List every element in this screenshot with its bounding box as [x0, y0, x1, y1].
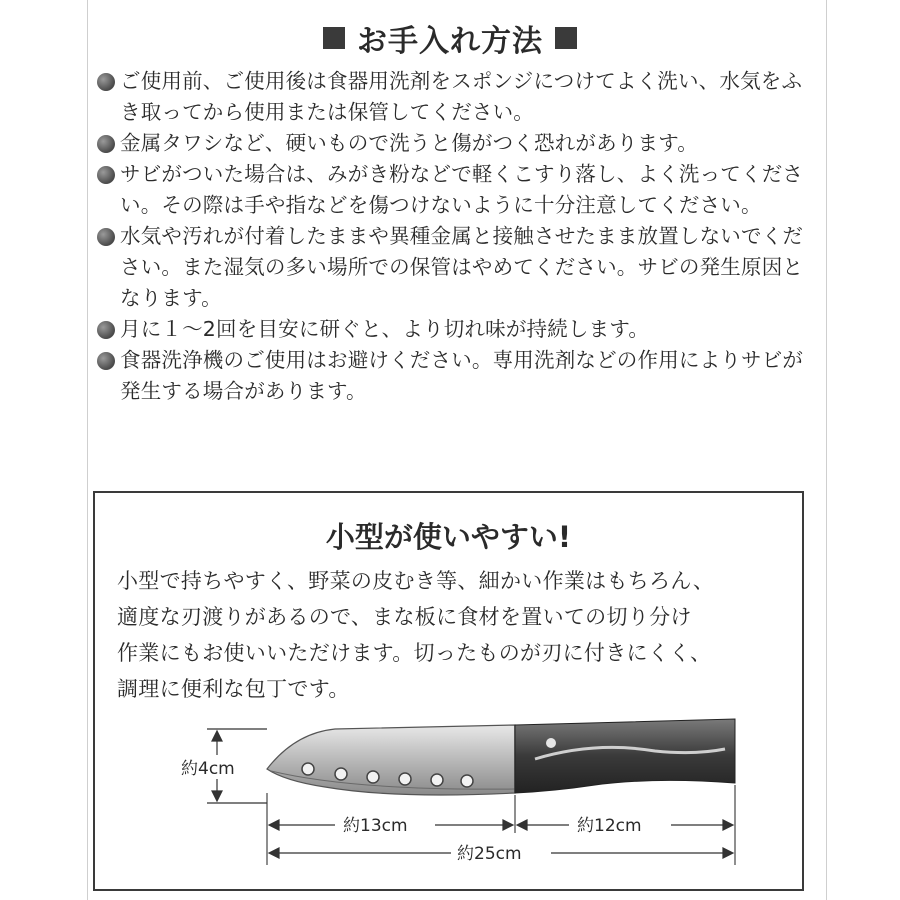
care-item: [96, 221, 816, 314]
feature-line: 調理に便利な包丁です。: [117, 677, 350, 701]
bullet-dot-icon: [97, 73, 115, 91]
feature-line: 作業にもお使いいただけます。切ったものが刃に付きにくく、: [117, 641, 712, 665]
feature-line: 小型で持ちやすく、野菜の皮むき等、細かい作業はもちろん、: [117, 569, 715, 593]
bullet-dot-icon: [97, 135, 115, 153]
knife-blade-icon: [267, 725, 515, 795]
square-bullet-icon: [555, 27, 577, 49]
care-item-text: 水気や汚れが付着したままや異種金属と接触させたまま放置しないでください。また湿気の多い場所での保管はやめてください。サビの発生原因となります。: [120, 224, 804, 310]
feature-line: 適度な刃渡りがあるので、まな板に食材を置いての切り分け: [117, 605, 692, 629]
page-right-rule: [826, 0, 827, 900]
care-item-text: ご使用前、ご使用後は食器用洗剤をスポンジにつけてよく洗い、水気をふき取ってから使用または保管してください。: [120, 69, 803, 124]
total-length-label: 約25cm: [457, 844, 522, 864]
care-item: [96, 66, 816, 128]
blade-length-label: 約13cm: [343, 816, 408, 836]
bullet-dot-icon: [97, 228, 115, 246]
bullet-dot-icon: [97, 166, 115, 184]
bullet-dot-icon: [97, 352, 115, 370]
feature-title: 小型が使いやすい!: [325, 520, 572, 554]
care-item-text: 月に１～2回を目安に研ぐと、より切れ味が持続します。: [120, 317, 650, 341]
square-bullet-icon: [323, 27, 345, 49]
care-item: [96, 159, 816, 221]
care-title-text: お手入れ方法: [357, 24, 543, 59]
handle-length-label: 約12cm: [577, 816, 642, 836]
bullet-dot-icon: [97, 321, 115, 339]
care-item-text: 食器洗浄機のご使用はお避けください。専用洗剤などの作用によりサビが発生する場合があります。: [120, 348, 804, 403]
care-item: [96, 314, 816, 345]
knife-dimension-diagram: [95, 493, 806, 893]
feature-box: [93, 491, 804, 891]
care-item-text: サビがついた場合は、みがき粉などで軽くこすり落し、よく洗ってください。その際は手や指などを傷つけないように十分注意してください。: [120, 162, 804, 217]
care-item-text: 金属タワシなど、硬いもので洗うと傷がつく恐れがあります。: [120, 131, 698, 155]
care-instructions-list: [96, 66, 816, 407]
height-label: 約4cm: [181, 759, 235, 779]
care-item: [96, 345, 816, 407]
care-item: [96, 128, 816, 159]
page-left-rule: [87, 0, 88, 900]
care-section-title: [0, 16, 900, 60]
